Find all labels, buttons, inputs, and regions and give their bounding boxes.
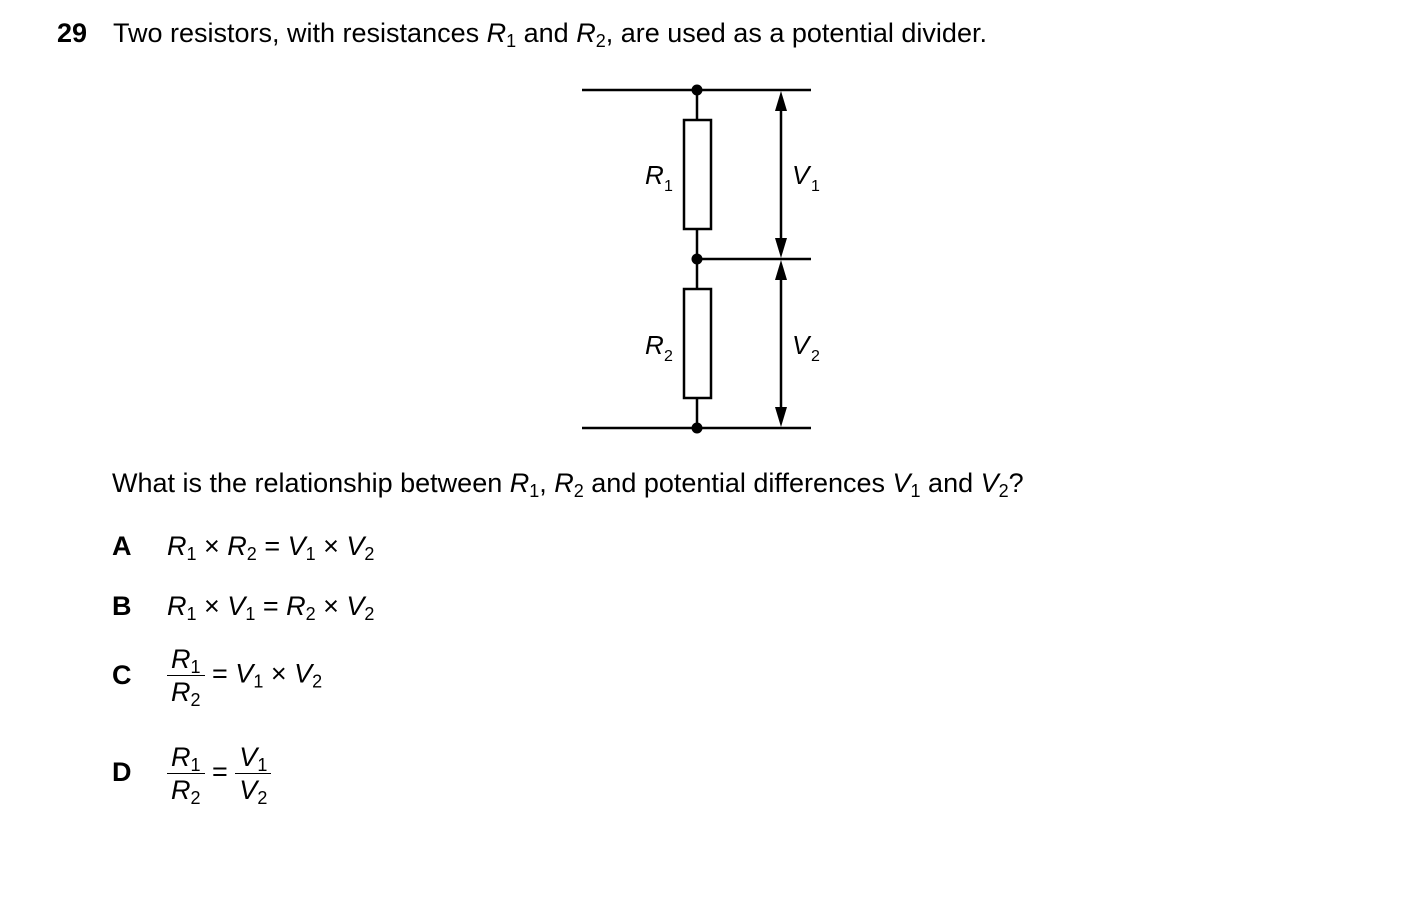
question-number: 29 bbox=[57, 18, 88, 48]
question-stem: Two resistors, with resistances $R_1$ and $R_2$, are used as a potential divider. bbox=[113, 18, 987, 51]
junction-dot bbox=[692, 254, 703, 265]
label-v2: V bbox=[792, 330, 810, 360]
resistor-r1 bbox=[684, 120, 711, 229]
label-v2-sub: 2 bbox=[811, 348, 820, 365]
label-r1: R bbox=[645, 160, 664, 190]
label-v1-sub: 1 bbox=[811, 178, 820, 195]
fraction: $\frac{V_1}{V_2}$ bbox=[235, 742, 271, 805]
label-r1-sub: 1 bbox=[664, 178, 673, 195]
label-r2-sub: 2 bbox=[664, 348, 673, 365]
option-c-letter[interactable]: C bbox=[112, 660, 132, 690]
arrowhead bbox=[775, 407, 787, 427]
arrowhead bbox=[775, 260, 787, 280]
option-a-letter[interactable]: A bbox=[112, 531, 132, 561]
option-d-expression[interactable]: $\frac{R_1}{R_2}$ = $\frac{V_1}{V_2}$ bbox=[167, 742, 271, 805]
junction-dot bbox=[692, 85, 703, 96]
question-prompt: What is the relationship between $R_1$, $R_2$ and potential differences $V_1$ and $V_2$? bbox=[112, 468, 1024, 501]
option-b-letter[interactable]: B bbox=[112, 591, 132, 621]
arrowhead bbox=[775, 238, 787, 258]
option-b-expression[interactable]: $R_1 \times V_1 = R_2 \times V_2$ bbox=[167, 591, 375, 624]
label-v1: V bbox=[792, 160, 810, 190]
arrowhead bbox=[775, 91, 787, 111]
option-a-expression[interactable]: $R_1 \times R_2 = V_1 \times V_2$ bbox=[167, 531, 375, 564]
fraction: $\frac{R_1}{R_2}$ bbox=[167, 742, 205, 805]
fraction: $\frac{R_1}{R_2}$ bbox=[167, 644, 205, 707]
junction-dot bbox=[692, 423, 703, 434]
option-d-letter[interactable]: D bbox=[112, 757, 132, 787]
resistor-r2 bbox=[684, 289, 711, 398]
label-r2: R bbox=[645, 330, 664, 360]
option-c-expression[interactable]: $\frac{R_1}{R_2}$ = $V_1 \times V_2$ bbox=[167, 644, 322, 707]
